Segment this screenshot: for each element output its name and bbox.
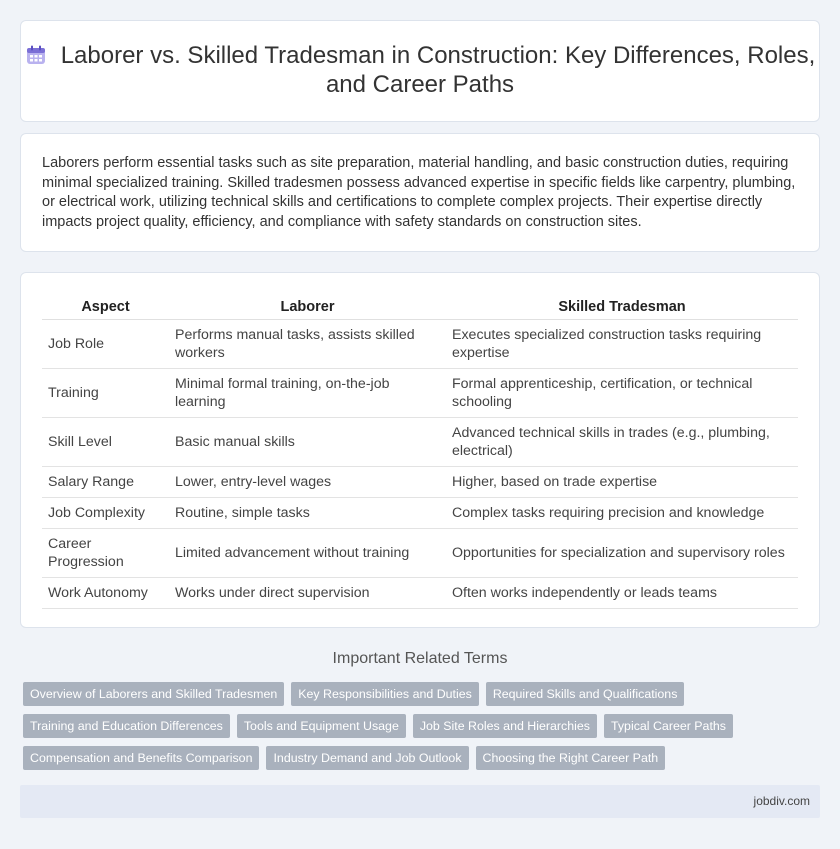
cell-aspect: Skill Level [42,417,169,466]
header-skilled-tradesman: Skilled Tradesman [446,297,798,319]
cell-aspect: Salary Range [42,466,169,497]
cell-aspect: Work Autonomy [42,577,169,608]
related-term-tag[interactable]: Job Site Roles and Hierarchies [413,714,597,738]
table-header-row [42,297,798,319]
related-term-tag[interactable]: Overview of Laborers and Skilled Tradesmen [23,682,284,706]
table-row [42,368,798,417]
cell-tradesman: Formal apprenticeship, certification, or technical schooling [446,368,798,417]
related-term-tag[interactable]: Key Responsibilities and Duties [291,682,479,706]
header-aspect: Aspect [42,297,169,319]
cell-laborer: Performs manual tasks, assists skilled workers [169,319,446,368]
related-term-tag[interactable]: Training and Education Differences [23,714,230,738]
related-term-tag[interactable]: Tools and Equipment Usage [237,714,406,738]
cell-tradesman: Advanced technical skills in trades (e.g., plumbing, electrical) [446,417,798,466]
page-title [21,41,819,99]
intro-paragraph: Laborers perform essential tasks such as site preparation, material handling, and basic construction duties, requiring minimal specialized training. Skilled tradesmen possess advanced expertise in specific fields like carpentry, plumbing, or electrical work, utilizing technical skills and certifications to complete complex projects. Their expertise directly impacts project quality, efficiency, and compliance with safety standards on construction sites. [42,155,796,230]
cell-laborer: Routine, simple tasks [169,497,446,528]
table-row [42,319,798,368]
cell-tradesman: Opportunities for specialization and supervisory roles [446,528,798,577]
cell-aspect: Job Complexity [42,497,169,528]
cell-aspect: Career Progression [42,528,169,577]
cell-laborer: Works under direct supervision [169,577,446,608]
cell-laborer: Limited advancement without training [169,528,446,577]
related-term-tag[interactable]: Typical Career Paths [604,714,733,738]
cell-tradesman: Executes specialized construction tasks requiring expertise [446,319,798,368]
intro-card [20,133,820,252]
cell-aspect: Training [42,368,169,417]
cell-laborer: Basic manual skills [169,417,446,466]
table-row [42,466,798,497]
cell-tradesman: Often works independently or leads teams [446,577,798,608]
table-row [42,577,798,608]
cell-tradesman: Higher, based on trade expertise [446,466,798,497]
cell-laborer: Minimal formal training, on-the-job learning [169,368,446,417]
cell-aspect: Job Role [42,319,169,368]
footer-site-link[interactable]: jobdiv.com [753,794,810,808]
header-laborer: Laborer [169,297,446,319]
page-title-text: Laborer vs. Skilled Tradesman in Construction: Key Differences, Roles, and Career Paths [60,42,816,98]
related-terms-list [23,682,803,778]
table-row [42,528,798,577]
comparison-card [20,272,820,628]
cell-tradesman: Complex tasks requiring precision and knowledge [446,497,798,528]
related-term-tag[interactable]: Industry Demand and Job Outlook [266,746,468,770]
related-term-tag[interactable]: Choosing the Right Career Path [476,746,666,770]
related-term-tag[interactable]: Compensation and Benefits Comparison [23,746,259,770]
table-row [42,497,798,528]
footer-bar [20,785,820,818]
related-term-tag[interactable]: Required Skills and Qualifications [486,682,685,706]
table-row [42,417,798,466]
calendar-icon [25,44,47,66]
comparison-table [42,297,798,609]
related-terms-heading: Important Related Terms [332,650,508,667]
cell-laborer: Lower, entry-level wages [169,466,446,497]
title-card [20,20,820,122]
